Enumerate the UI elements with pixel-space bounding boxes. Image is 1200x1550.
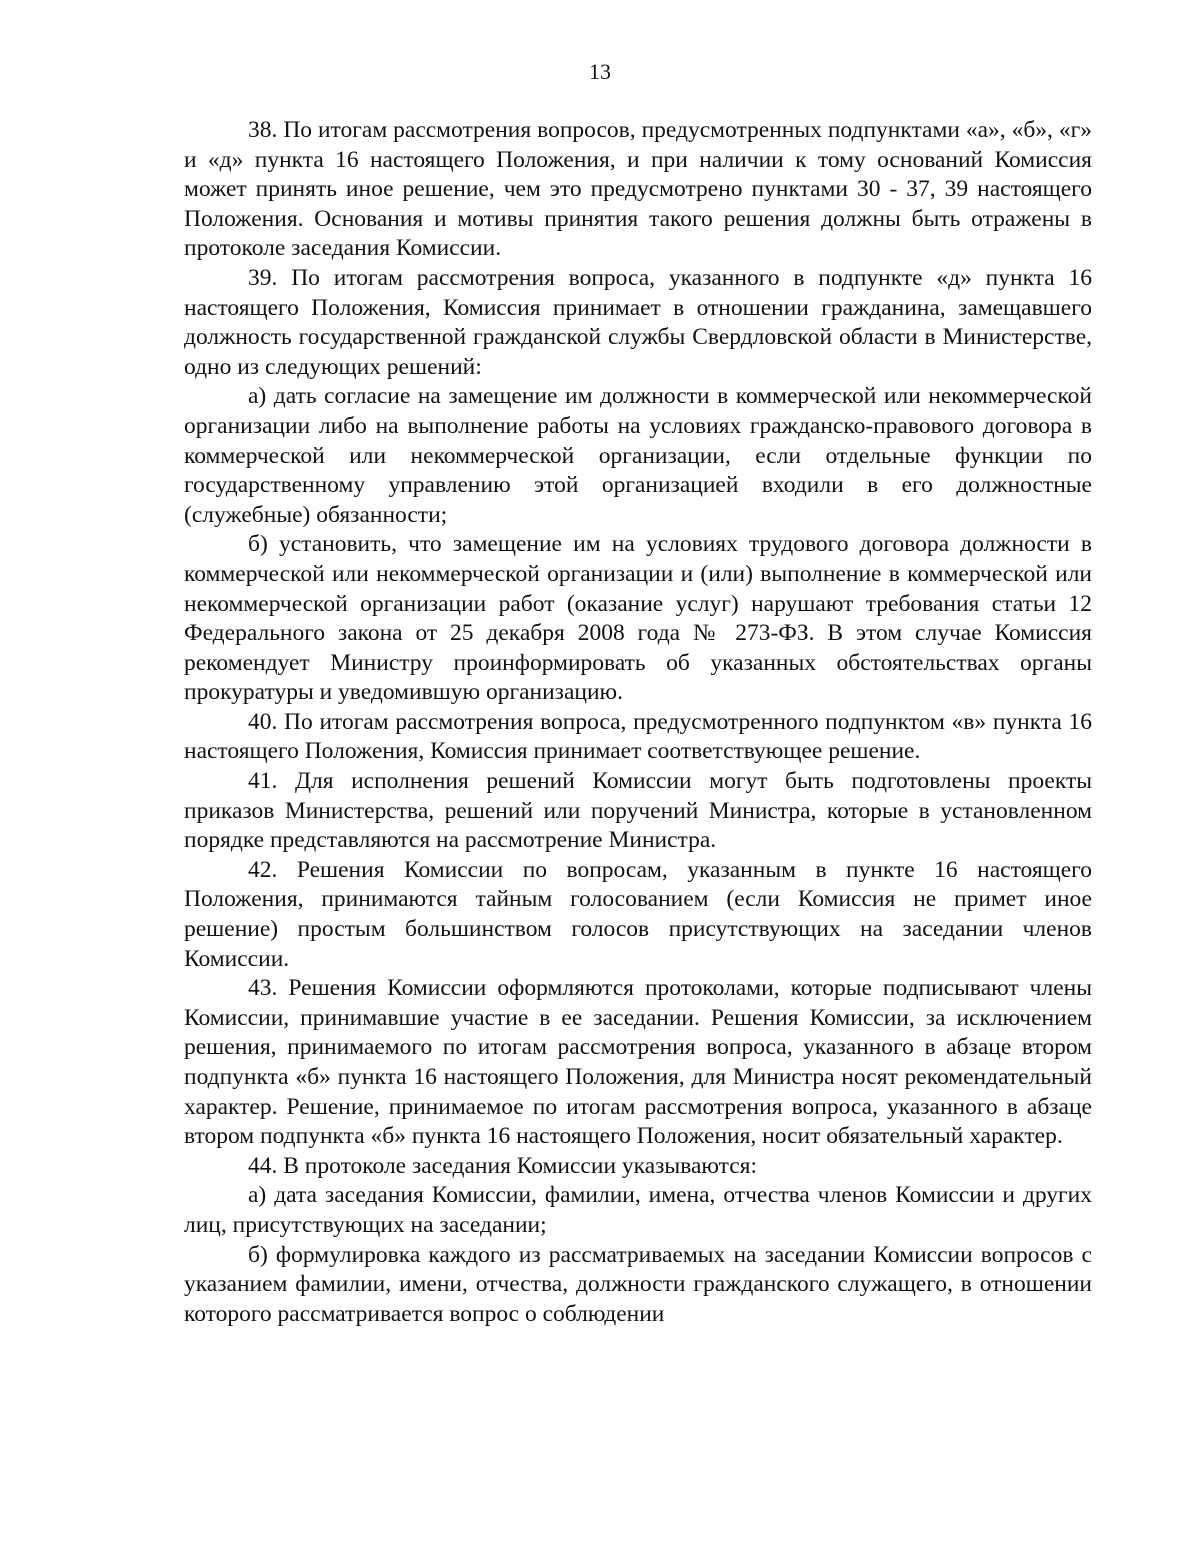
paragraph-42: 42. Решения Комиссии по вопросам, указанным в пункте 16 настоящего Положения, принимаются тайным голосованием (если Комиссия не примет иное решение) простым большинством голосов присутствующих на заседании членов Комиссии. (184, 856, 1092, 972)
paragraph-39: 39. По итогам рассмотрения вопроса, указанного в подпункте «д» пункта 16 настоящего Положения, Комиссия принимает в отношении гражданина, замещавшего должность государственной гражданской службы Свердловской области в Министерстве, одно из следующих решений: (184, 264, 1092, 380)
paragraph-38: 38. По итогам рассмотрения вопросов, предусмотренных подпунктами «а», «б», «г» и «д» пункта 16 настоящего Положения, и при наличии к тому оснований Комиссия может принять иное решение, чем это предусмотрено пунктами 30 - 37, 39 настоящего Положения. Основания и мотивы принятия такого решения должны быть отражены в протоколе заседания Комиссии. (184, 117, 1092, 262)
paragraph-39-b: б) установить, что замещение им на условиях трудового договора должности в коммерческой или некоммерческой организации и (или) выполнение в коммерческой или некоммерческой организации работ (оказание услуг) нарушают требования статьи 12 Федерального закона от 25 декабря 2008 года № 273-ФЗ. В этом случае Комиссия рекомендует Министру проинформировать об указанных обстоятельствах органы прокуратуры и уведомившую организацию. (184, 531, 1092, 706)
page-number: 13 (589, 59, 611, 84)
paragraph-39-a: а) дать согласие на замещение им должности в коммерческой или некоммерческой организации либо на выполнение работы на условиях гражданско-правового договора в коммерческой или некоммерческой организации, если отдельные функции по государственному управлению этой организацией входили в его должностные (служебные) обязанности; (184, 383, 1092, 528)
paragraph-44-b: б) формулировка каждого из рассматриваемых на заседании Комиссии вопросов с указанием фамилии, имени, отчества, должности гражданского служащего, в отношении которого рассматривается вопрос о соблюдении (184, 1241, 1092, 1327)
paragraph-40: 40. По итогам рассмотрения вопроса, предусмотренного подпунктом «в» пункта 16 настоящего Положения, Комиссия принимает соответствующее решение. (184, 708, 1092, 765)
paragraph-44: 44. В протоколе заседания Комиссии указываются: (248, 1152, 757, 1179)
paragraph-41: 41. Для исполнения решений Комиссии могут быть подготовлены проекты приказов Министерства, решений или поручений Министра, которые в установленном порядке представляются на рассмотрение Министра. (184, 768, 1092, 854)
paragraph-43: 43. Решения Комиссии оформляются протоколами, которые подписывают члены Комиссии, принимавшие участие в ее заседании. Решения Комиссии, за исключением решения, принимаемого по итогам рассмотрения вопроса, указанного в абзаце втором подпункта «б» пункта 16 настоящего Положения, для Министра носят рекомендательный характер. Решение, принимаемое по итогам рассмотрения вопроса, указанного в абзаце втором подпункта «б» пункта 16 настоящего Положения, носит обязательный характер. (184, 975, 1092, 1150)
paragraph-44-a: а) дата заседания Комиссии, фамилии, имена, отчества членов Комиссии и других лиц, присутствующих на заседании; (184, 1182, 1092, 1238)
document-body (184, 116, 1092, 1329)
